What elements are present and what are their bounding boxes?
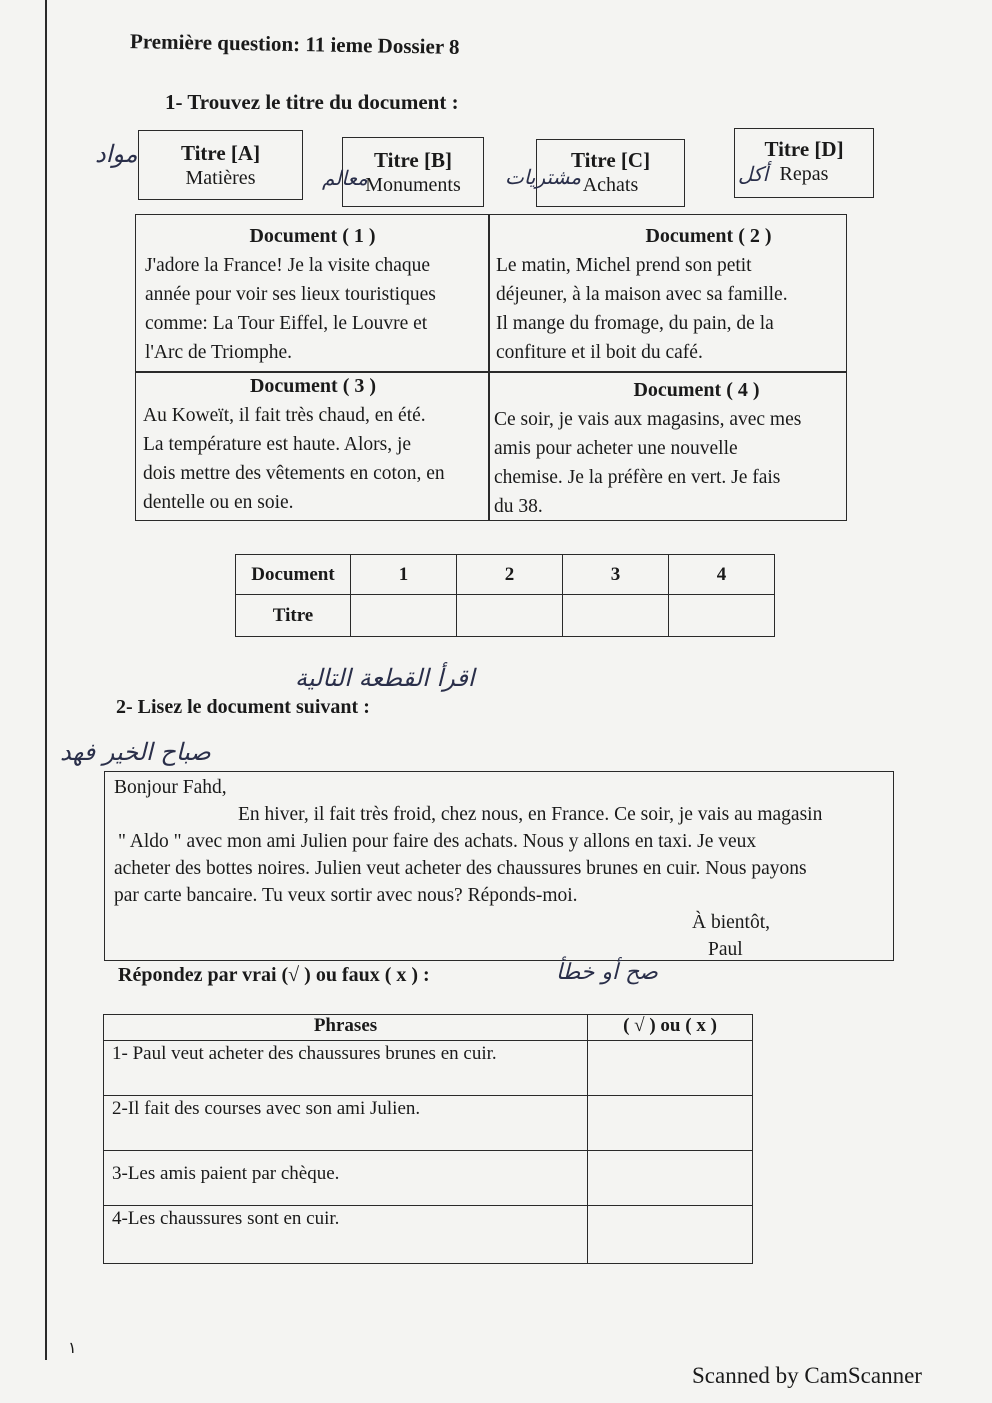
answer-cell[interactable] [588,1041,753,1096]
phrase-row: 1- Paul veut acheter des chaussures brunes en cuir. [104,1041,588,1096]
title-label: Titre [C] [570,148,651,172]
document-line: comme: La Tour Eiffel, le Louvre et [145,313,428,334]
page-title: Première question: 11 ieme Dossier 8 [129,29,460,59]
document-heading: Document ( 2 ) [645,225,772,247]
document-1 [145,222,480,367]
title-label: Titre [A] [180,141,261,165]
answer-cell[interactable] [669,595,775,637]
letter-line: acheter des bottes noires. Julien veut acheter des chaussures brunes en cuir. Nous payons [114,858,807,879]
column-header: 4 [669,555,775,595]
handwritten-note: اقرأ القطعة التالية [295,664,475,692]
title-word: Monuments [365,174,461,197]
letter-greeting: Bonjour Fahd, [114,777,227,798]
document-line: J'adore la France! Je la visite chaque [145,255,431,276]
column-header: 2 [457,555,563,595]
answer-cell[interactable] [457,595,563,637]
phrase-row: 2-Il fait des courses avec son ami Julien. [104,1096,588,1151]
document-line: Il mange du fromage, du pain, de la [496,313,774,334]
answer-cell[interactable] [588,1151,753,1206]
row-label-titre: Titre [236,595,351,637]
title-word: Repas [779,163,829,186]
true-false-instruction: Répondez par vrai (√ ) ou faux ( x ) : [118,964,430,986]
document-heading: Document ( 3 ) [249,375,377,397]
letter-line: En hiver, il fait très froid, chez nous, en France. Ce soir, je vais au magasin [238,804,823,825]
document-line: du 38. [494,496,543,517]
row-label-document: Document [236,555,351,595]
letter-line: " Aldo " avec mon ami Julien pour faire des achats. Nous y allons en taxi. Je veux [118,831,757,852]
letter-text [114,774,884,963]
column-header-phrases: Phrases [104,1015,588,1041]
document-2 [496,222,841,367]
document-line: amis pour acheter une nouvelle [494,438,738,459]
document-line: l'Arc de Triomphe. [145,342,293,363]
handwritten-note: معالم [322,166,368,190]
document-line: dois mettre des vêtements en coton, en [143,463,445,484]
answer-cell[interactable] [563,595,669,637]
column-header: 1 [351,555,457,595]
document-heading: Document ( 1 ) [249,225,376,247]
document-line: La température est haute. Alors, je [143,434,412,455]
document-heading: Document ( 4 ) [633,379,760,401]
document-line: confiture et il boit du café. [496,342,703,363]
document-line: Au Koweït, il fait très chaud, en été. [143,405,426,426]
answer-cell[interactable] [351,595,457,637]
document-line: année pour voir ses lieux touristiques [145,284,436,305]
handwritten-note: مواد [95,140,138,168]
column-header-answer: ( √ ) ou ( x ) [588,1015,753,1041]
document-line: Ce soir, je vais aux magasins, avec mes [494,409,802,430]
document-3 [143,372,483,517]
document-line: dentelle ou en soie. [143,492,294,513]
section2-heading: 2- Lisez le document suivant : [116,696,370,718]
page-edge-line [45,0,47,1360]
letter-line: par carte bancaire. Tu veux sortir avec nous? Réponds-moi. [114,885,578,906]
phrase-row: 4-Les chaussures sont en cuir. [104,1206,588,1264]
answer-cell[interactable] [588,1096,753,1151]
scanner-watermark: Scanned by CamScanner [692,1363,922,1388]
handwritten-note: أكل [738,162,769,186]
handwritten-note: صح أو خطأ [556,960,658,985]
document-line: Le matin, Michel prend son petit [496,255,752,276]
column-header: 3 [563,555,669,595]
answer-cell[interactable] [588,1206,753,1264]
letter-signature: Paul [708,939,743,960]
section1-heading: 1- Trouvez le titre du document : [165,90,459,114]
title-word: Achats [582,174,639,197]
document-line: déjeuner, à la maison avec sa famille. [496,284,788,305]
grid-divider-vertical [488,214,490,521]
letter-closing: À bientôt, [692,912,770,933]
handwritten-note: صباح الخير فهد [60,738,211,766]
title-word: Matières [185,167,256,190]
document-4 [494,376,839,521]
title-box-a [138,130,303,200]
document-line: chemise. Je la préfère en vert. Je fais [494,467,781,488]
title-label: Titre [B] [374,148,452,172]
page-mark: ١ [68,1340,77,1357]
true-false-table [103,1014,753,1264]
title-label: Titre [D] [764,137,844,161]
handwritten-note: مشتريات [505,165,582,189]
document-title-answer-table [235,554,775,637]
phrase-row: 3-Les amis paient par chèque. [104,1151,588,1206]
